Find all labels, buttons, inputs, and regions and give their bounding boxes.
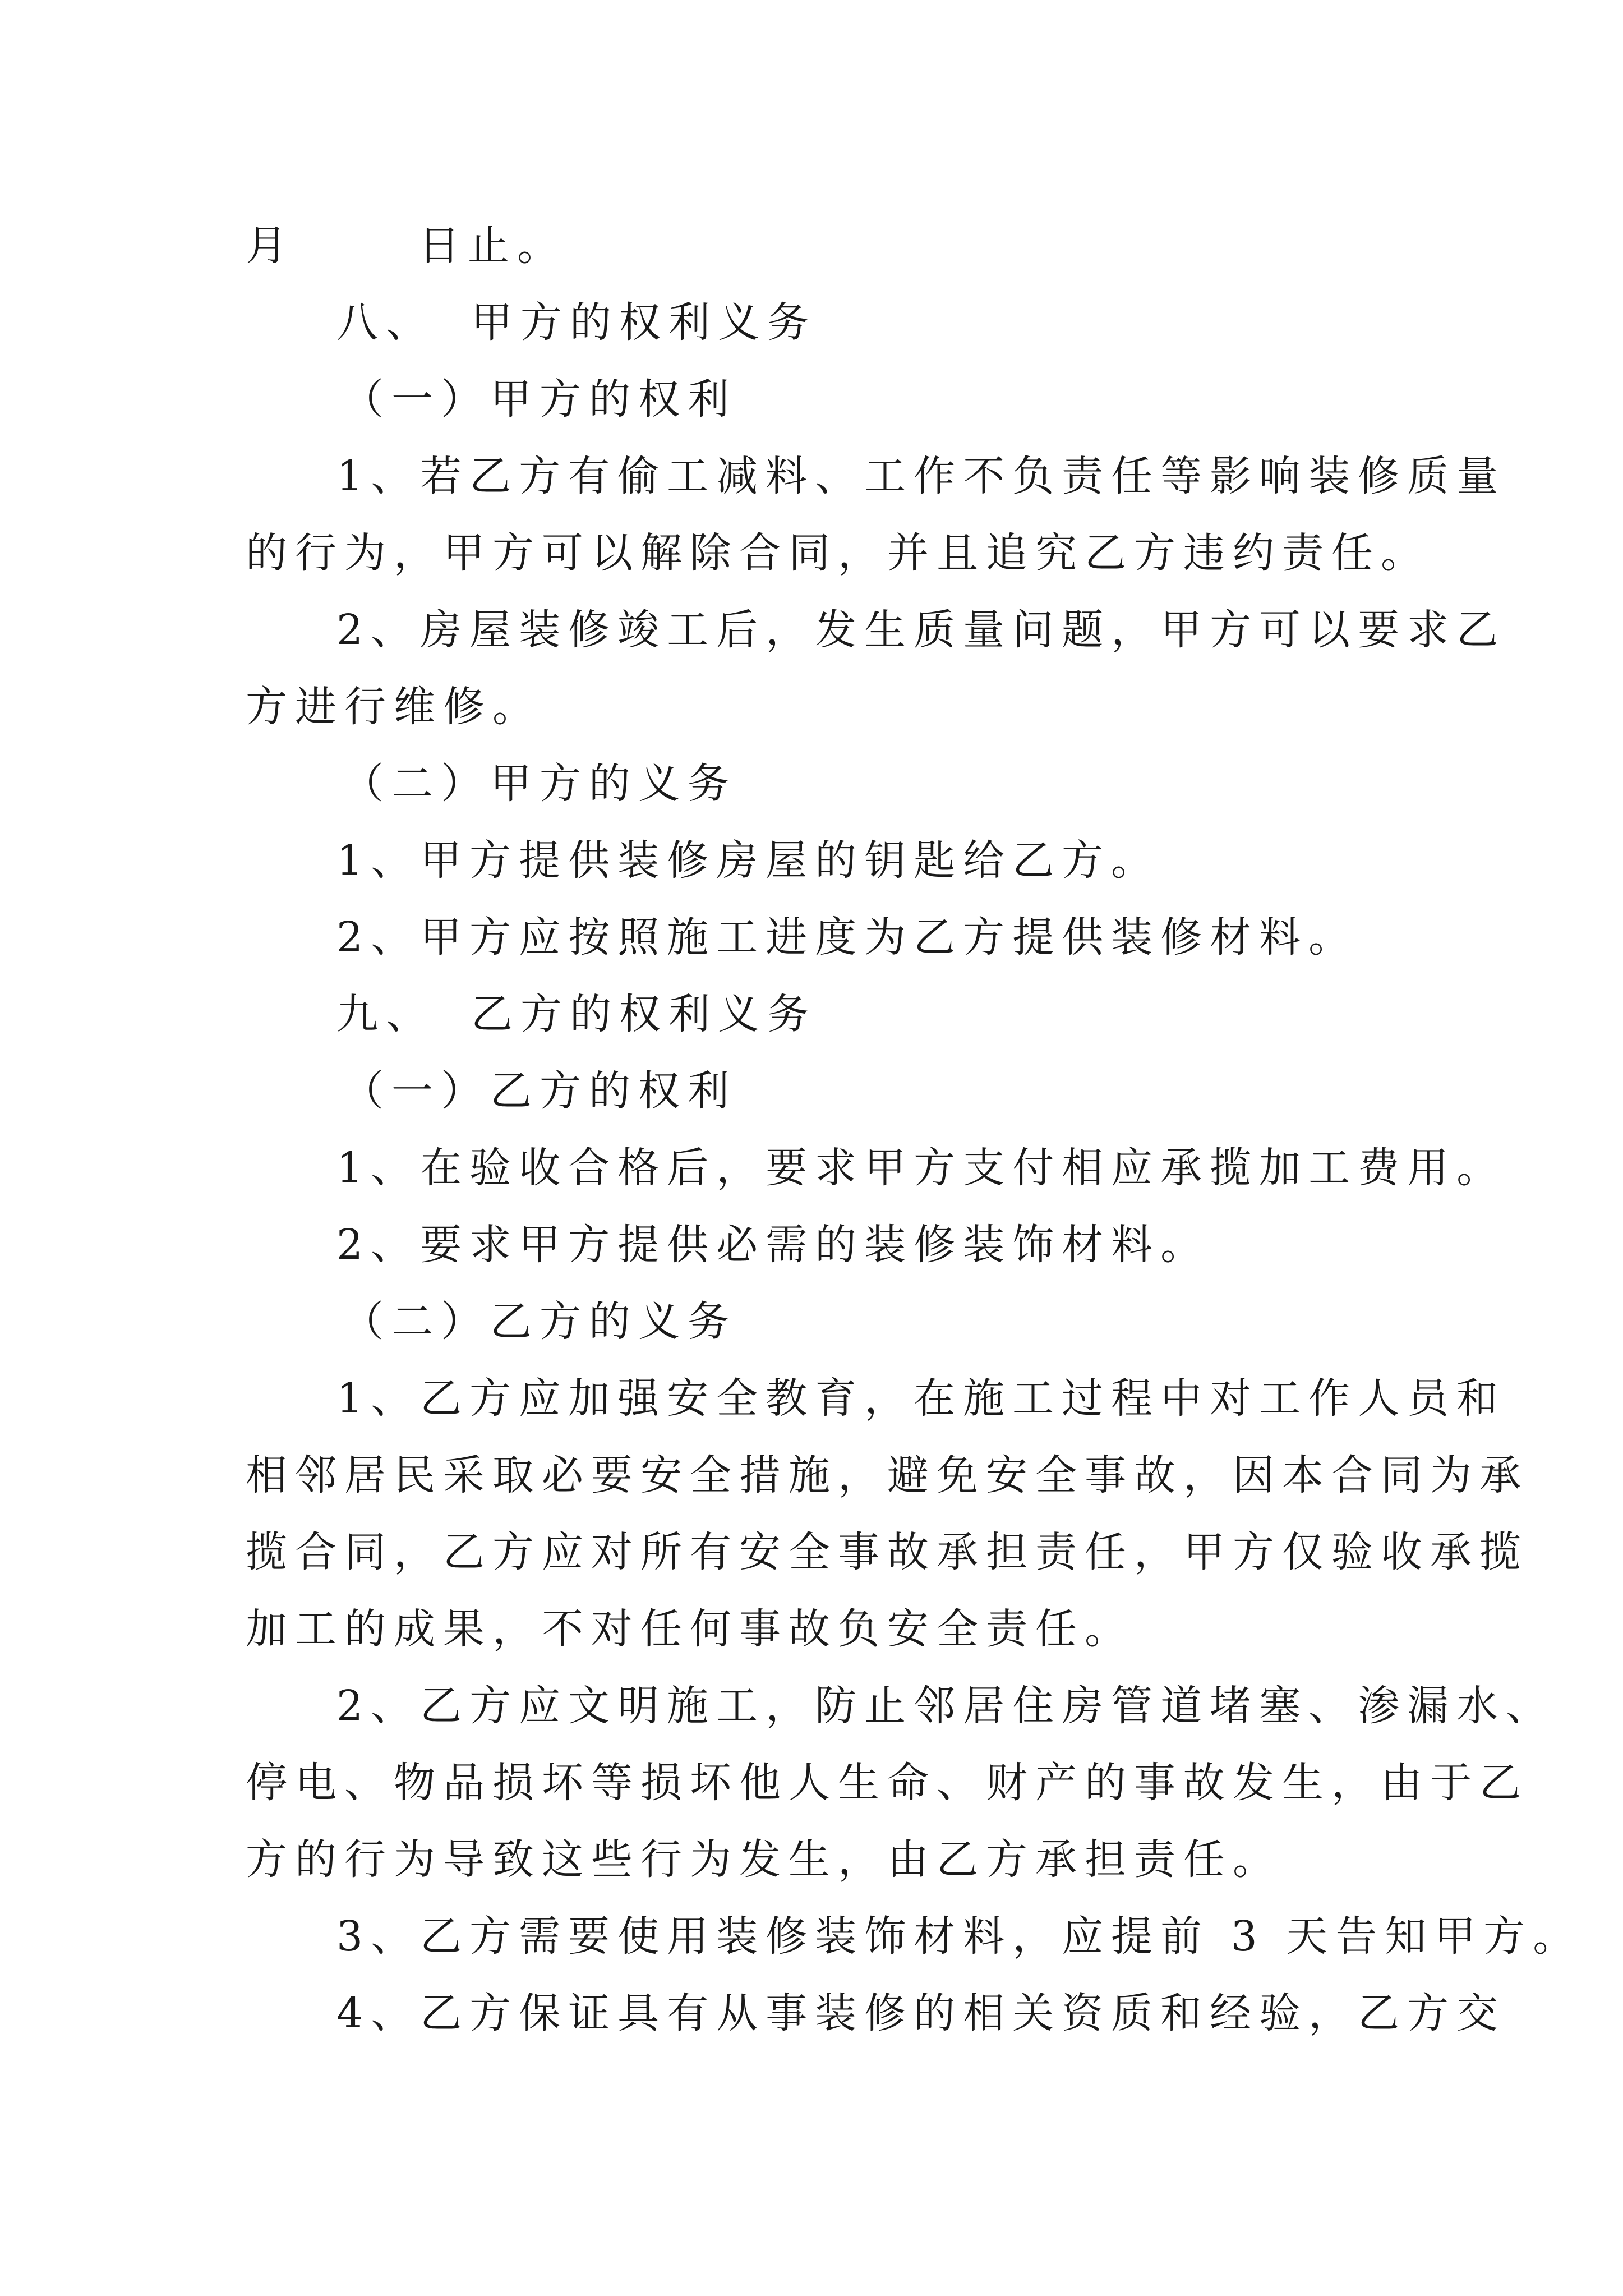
paragraph-line: 1、乙方应加强安全教育，在施工过程中对工作人员和 [336,1374,1506,1423]
section-heading-9 [246,976,1412,1053]
paragraph-line: 停电、物品损坏等损坏他人生命、财产的事故发生，由于乙 [246,1759,1529,1807]
paragraph-line: 相邻居民采取必要安全措施，避免安全事故，因本合同为承 [246,1451,1529,1499]
paragraph-line: 加工的成果，不对任何事故负安全责任。 [246,1605,1134,1653]
paragraph-line: 方进行维修。 [246,683,542,731]
paragraph-line: 1、在验收合格后，要求甲方支付相应承揽加工费用。 [336,1144,1506,1192]
paragraph-line: 的行为，甲方可以解除合同，并且追究乙方违约责任。 [246,529,1430,577]
section-number: 八、 [336,298,435,347]
paragraph-line: 4、乙方保证具有从事装修的相关资质和经验，乙方交 [336,1989,1506,2037]
month-label: 月 [246,222,295,270]
day-end-label: 日止。 [418,222,566,270]
paragraph-line: 1、若乙方有偷工减料、工作不负责任等影响装修质量 [336,452,1506,500]
paragraph-line: 3、乙方需要使用装修装饰材料，应提前 3 天告知甲方。 [336,1912,1583,1961]
paragraph-line: 1、甲方提供装修房屋的钥匙给乙方。 [336,836,1161,885]
paragraph-line: 2、乙方应文明施工，防止邻居住房管道堵塞、渗漏水、 [336,1682,1556,1730]
date-line [246,208,1412,284]
section-number: 九、 [336,990,435,1038]
paragraph-line: 2、甲方应按照施工进度为乙方提供装修材料。 [336,913,1358,961]
subsection-heading: （二）乙方的义务 [342,1297,737,1346]
document-body [246,208,1583,2052]
section-heading-8 [246,284,1412,361]
section-title: 乙方的权利义务 [471,990,817,1038]
paragraph-line: 方的行为导致这些行为发生，由乙方承担责任。 [246,1835,1282,1884]
paragraph-line: 2、要求甲方提供必需的装修装饰材料。 [336,1221,1210,1269]
paragraph-line: 揽合同，乙方应对所有安全事故承担责任，甲方仅验收承揽 [246,1528,1529,1576]
subsection-heading: （二）甲方的义务 [342,760,737,808]
section-title: 甲方的权利义务 [471,298,817,347]
subsection-heading: （一）乙方的权利 [342,1067,737,1115]
paragraph-line: 2、房屋装修竣工后，发生质量问题，甲方可以要求乙 [336,606,1506,654]
subsection-heading: （一）甲方的权利 [342,375,737,424]
